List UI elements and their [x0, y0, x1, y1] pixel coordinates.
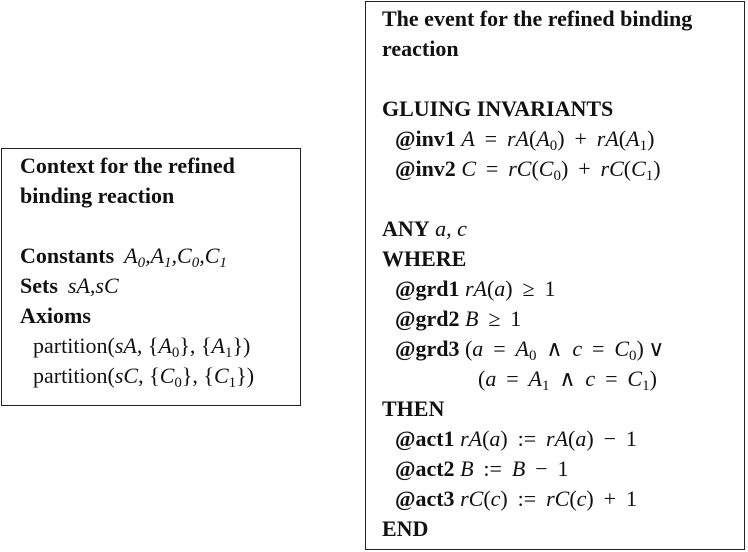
axiom-2: partition(sC, $\{C_0\}$, $\{C_1\}$) [33, 363, 255, 392]
guard-2 [382, 304, 744, 334]
action-1-formula: rA(a) := rA(a) − 1 [460, 426, 637, 451]
sets-row [20, 271, 300, 301]
action-3-label: @act3 [395, 486, 455, 511]
gluing-invariants-label: GLUING INVARIANTS [382, 96, 614, 121]
guard-3-continuation: ($a = A_1$ ∧ $c = C_1$) [478, 366, 657, 395]
action-3 [382, 484, 744, 514]
context-title-line2: binding reaction [20, 183, 175, 208]
spacer [382, 64, 744, 94]
guard-1-label: @grd1 [395, 276, 460, 301]
spacer [20, 211, 300, 241]
guard-3-label: @grd3 [395, 336, 460, 361]
constants-row [20, 241, 300, 271]
guard-2-label: @grd2 [395, 306, 460, 331]
invariant-2-formula: $C = rC(C_0) + rC(C_1)$ [461, 156, 661, 185]
any-label: ANY [382, 216, 430, 241]
action-2 [382, 454, 744, 484]
invariant-1-formula: $A = rA(A_0) + rA(A_1)$ [461, 126, 655, 155]
event-title-line2: reaction [382, 36, 459, 61]
action-1 [382, 424, 744, 454]
constants-list: $A_0,A_1,C_0,C_1$ [124, 243, 227, 272]
then-label: THEN [382, 396, 445, 421]
constants-label: Constants [20, 243, 115, 268]
event-box [365, 1, 745, 550]
guard-3 [382, 334, 744, 364]
action-2-label: @act2 [395, 456, 455, 481]
end-label: END [382, 516, 429, 541]
where-label: WHERE [382, 246, 467, 271]
invariant-2-label: @inv2 [395, 156, 456, 181]
guard-2-formula: B ≥ 1 [464, 306, 522, 331]
sets-list: sA,sC [67, 273, 119, 298]
action-3-formula: rC(c) := rC(c) + 1 [460, 486, 637, 511]
sets-label: Sets [20, 273, 58, 298]
action-1-label: @act1 [395, 426, 455, 451]
axioms-label: Axioms [20, 303, 91, 328]
guard-1 [382, 274, 744, 304]
axiom-1: partition(sA, $\{A_0\}$, $\{A_1\}$) [33, 333, 251, 362]
context-box [1, 148, 301, 406]
spacer [382, 184, 744, 214]
invariant-2 [382, 154, 744, 184]
any-params: a, c [435, 216, 467, 241]
event-title-line1: The event for the refined binding [382, 6, 693, 31]
invariant-1 [382, 124, 744, 154]
any-row [382, 214, 744, 244]
action-2-formula: B := B − 1 [460, 456, 569, 481]
guard-3-formula: ($a = A_0$ ∧ $c = C_0$) ∨ [464, 336, 669, 365]
invariant-1-label: @inv1 [395, 126, 456, 151]
guard-1-formula: rA(a) ≥ 1 [464, 276, 556, 301]
context-title-line1: Context for the refined [20, 153, 235, 178]
